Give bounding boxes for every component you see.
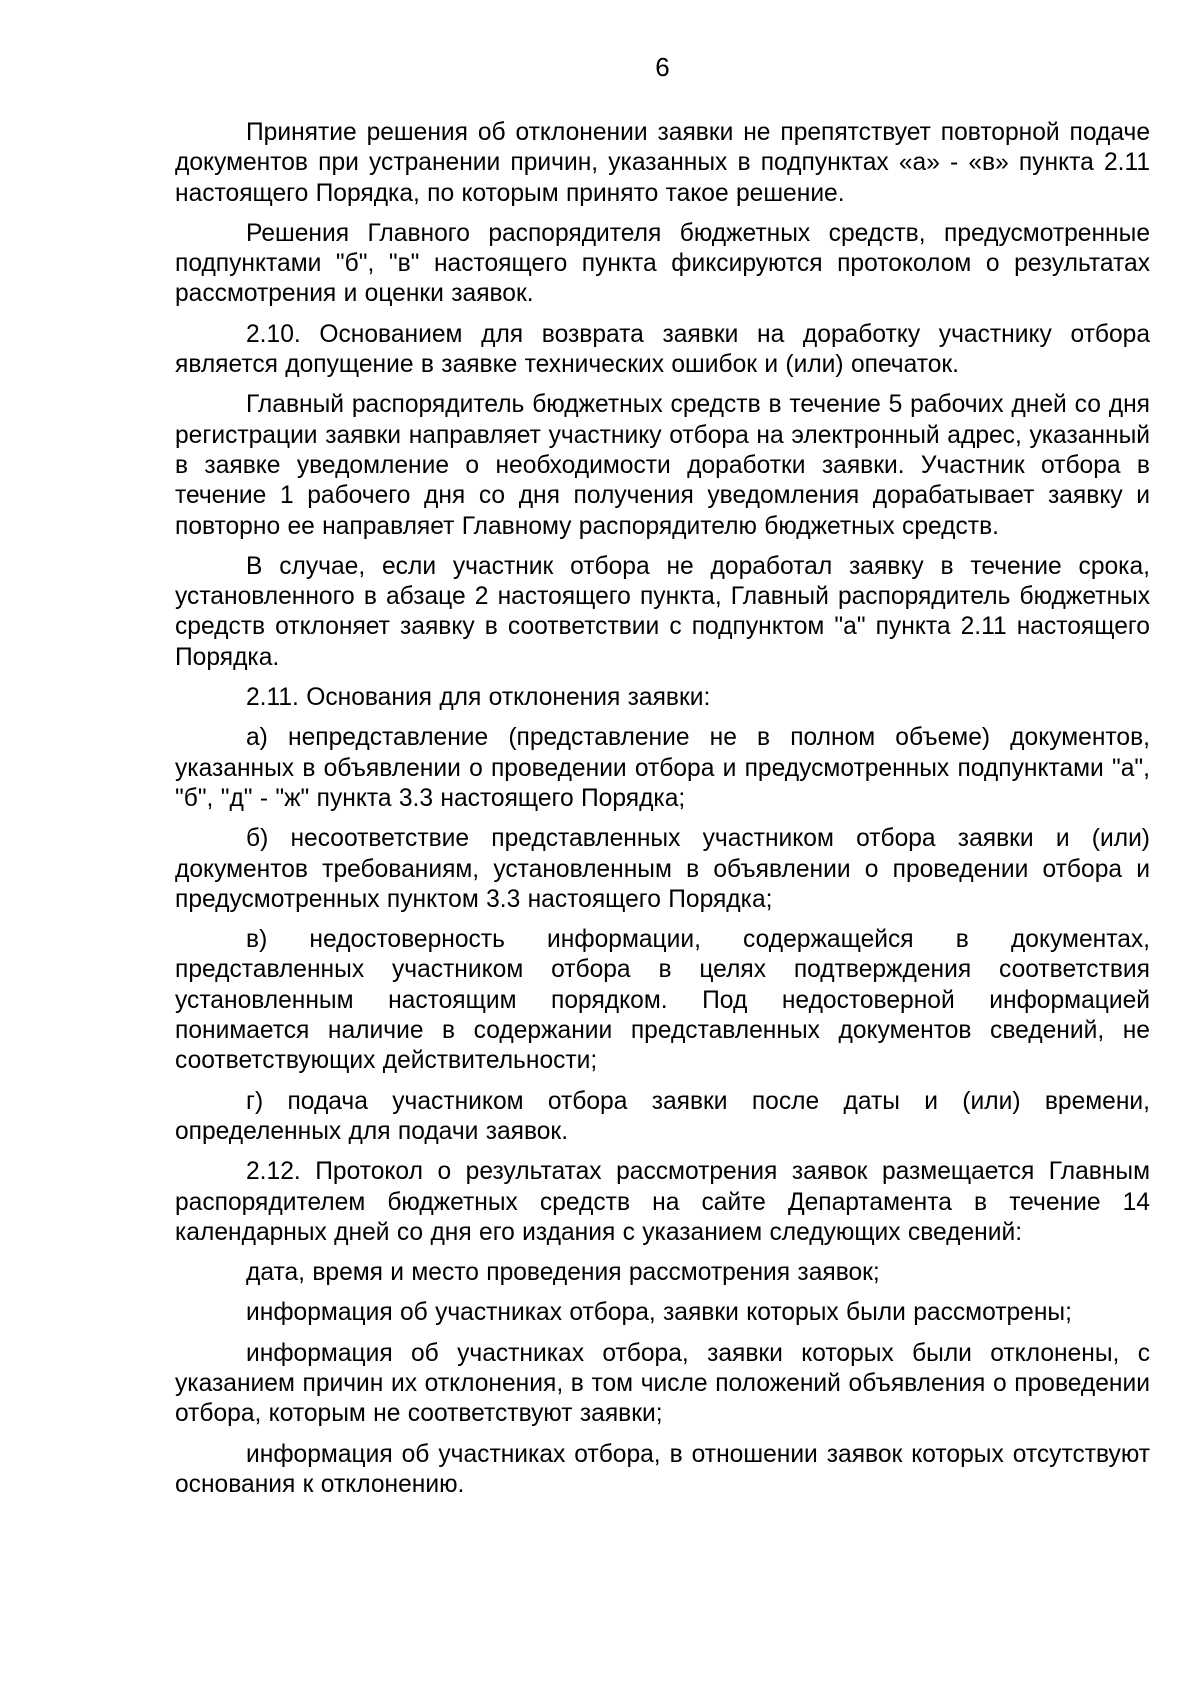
- paragraph-revision-failure: В случае, если участник отбора не доработал заявку в течение срока, установленного в абзаце 2 настоящего пункта, Главный распорядитель бюджетных средств отклоняет заявку в соответствии с подпунктом "а" пункта 2.11 настоящего Порядка.: [175, 552, 1150, 671]
- protocol-item-date: дата, время и место проведения рассмотрения заявок;: [246, 1259, 880, 1287]
- paragraph-2-10: 2.10. Основанием для возврата заявки на доработку участнику отбора является допущение в заявке технических ошибок и (или) опечаток.: [175, 320, 1150, 379]
- protocol-item-reviewed: информация об участниках отбора, заявки которых были рассмотрены;: [246, 1299, 1072, 1327]
- page-number: 6: [655, 52, 670, 82]
- protocol-item-no-grounds: информация об участниках отбора, в отношении заявок которых отсутствуют основания к отклонению.: [175, 1440, 1150, 1498]
- paragraph-2-12: 2.12. Протокол о результатах рассмотрения заявок размещается Главным распорядителем бюджетных средств на сайте Департамента в течение 14 календарных дней со дня его издания с указанием следующих сведений:: [175, 1158, 1150, 1246]
- document-body: [175, 118, 1150, 1510]
- paragraph-revision-notice: Главный распорядитель бюджетных средств в течение 5 рабочих дней со дня регистрации заявки направляет участнику отбора на электронный адрес, указанный в заявке уведомление о необходимости доработки заявки. Участник отбора в течение 1 рабочего дня со дня получения уведомления дорабатывает заявку и повторно ее направляет Главному распорядителю бюджетных средств.: [175, 391, 1150, 540]
- list-item-a: а) непредставление (представление не в полном объеме) документов, указанных в объявлении о проведении отбора и предусмотренных подпунктами "а", "б", "д" - "ж" пункта 3.3 настоящего Порядка;: [175, 724, 1150, 812]
- list-item-v: в) недостоверность информации, содержащейся в документах, представленных участником отбора в целях подтверждения соответствия установленным настоящим порядком. Под недостоверной информацией понимается наличие в содержании представленных документов сведений, не соответствующих действительности;: [175, 926, 1150, 1075]
- paragraph-2-11: 2.11. Основания для отклонения заявки:: [246, 684, 711, 712]
- list-item-b: б) несоответствие представленных участником отбора заявки и (или) документов требованиям, установленным в объявлении о проведении отбора и предусмотренных пунктом 3.3 настоящего Порядка;: [175, 825, 1150, 913]
- paragraph-rejection-resubmission: Принятие решения об отклонении заявки не препятствует повторной подаче документов при устранении причин, указанных в подпунктах «а» - «в» пункта 2.11 настоящего Порядка, по которым принято такое решение.: [175, 119, 1150, 207]
- paragraph-decisions-protocol: Решения Главного распорядителя бюджетных средств, предусмотренные подпунктами "б", "в" настоящего пункта фиксируются протоколом о результатах рассмотрения и оценки заявок.: [175, 219, 1150, 308]
- list-item-g: г) подача участником отбора заявки после даты и (или) времени, определенных для подачи заявок.: [175, 1087, 1150, 1145]
- protocol-item-rejected: информация об участниках отбора, заявки которых были отклонены, с указанием причин их отклонения, в том числе положений объявления о проведении отбора, которым не соответствуют заявки;: [175, 1339, 1150, 1428]
